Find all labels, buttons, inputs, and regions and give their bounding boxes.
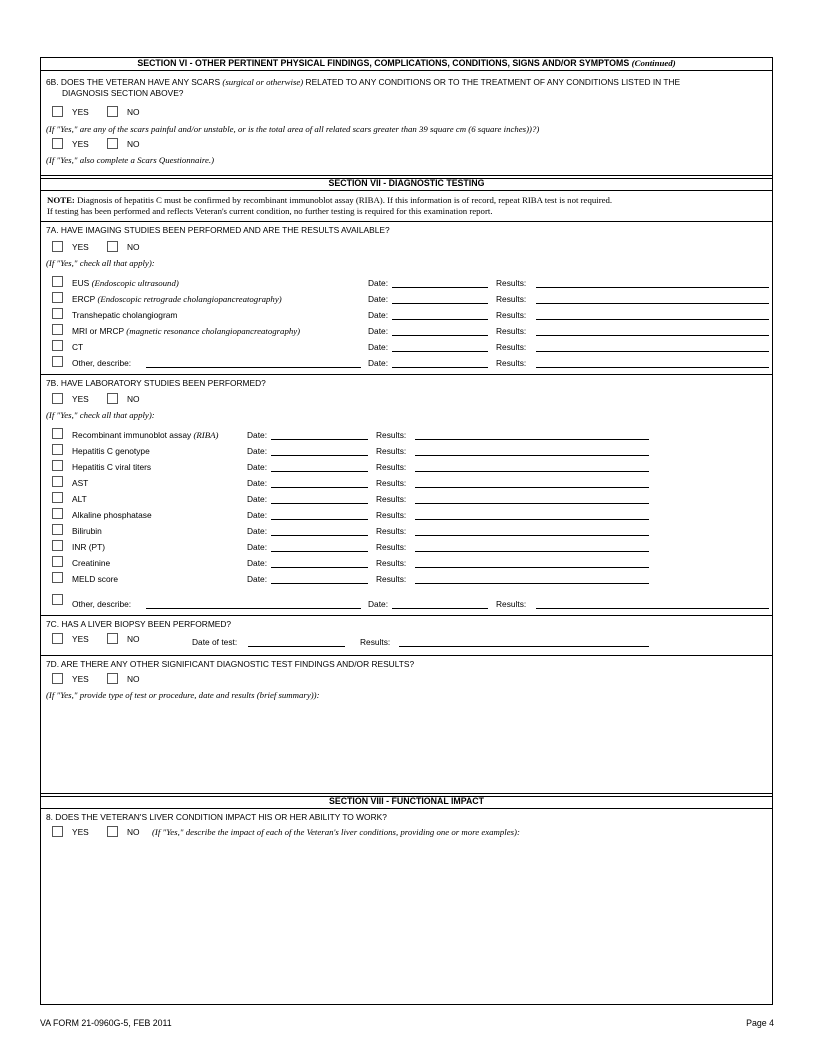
section-8-header: SECTION VIII - FUNCTIONAL IMPACT [41, 796, 772, 809]
lab-label [72, 430, 218, 440]
section-6-title: SECTION VI - OTHER PERTINENT PHYSICAL FINDINGS, COMPLICATIONS, CONDITIONS, SIGNS AND/OR SYMPTOMS [137, 58, 630, 68]
q7a-instruction: (If "Yes," check all that apply): [46, 258, 155, 268]
lab-results-field[interactable] [415, 519, 649, 520]
lab-label [72, 462, 151, 472]
note-line-1 [47, 195, 766, 206]
lab-date-field[interactable] [271, 455, 368, 456]
imaging-checkbox[interactable] [52, 324, 63, 335]
lab-results-label: Results: [376, 430, 407, 440]
q7b-yes-label: YES [72, 394, 89, 404]
lab-date-label: Date: [247, 446, 268, 456]
lab-label-text: MELD score [72, 574, 119, 584]
q7a-no-label: NO [127, 242, 140, 252]
lab-other-checkbox[interactable] [52, 594, 63, 605]
imaging-label-text: CT [72, 342, 84, 352]
section-6-title-suffix: (Continued) [631, 58, 676, 68]
lab-other-date-field[interactable] [392, 608, 488, 609]
lab-date-field[interactable] [271, 519, 368, 520]
q6b-yes-checkbox[interactable] [52, 106, 63, 117]
imaging-results-label: Results: [496, 294, 527, 304]
q7c-yes-label: YES [72, 634, 89, 644]
imaging-date-label: Date: [368, 294, 389, 304]
lab-date-label: Date: [247, 558, 268, 568]
imaging-label-text: Transhepatic cholangiogram [72, 310, 178, 320]
q6b-text-c: RELATED TO ANY CONDITIONS OR TO THE TREATMENT OF ANY CONDITIONS LISTED IN THE [305, 77, 681, 87]
lab-results-field[interactable] [415, 567, 649, 568]
q6b-scars-yes-label: YES [72, 139, 89, 149]
lab-results-label: Results: [376, 542, 407, 552]
imaging-date-field[interactable] [392, 335, 488, 336]
imaging-checkbox[interactable] [52, 340, 63, 351]
lab-date-field[interactable] [271, 551, 368, 552]
lab-other-results-field[interactable] [536, 608, 769, 609]
lab-label-text: Recombinant immunoblot assay [72, 430, 192, 440]
imaging-label-text: MRI or MRCP [72, 326, 124, 336]
imaging-results-label: Results: [496, 310, 527, 320]
lab-checkbox[interactable] [52, 556, 63, 567]
imaging-label-text: ERCP [72, 294, 96, 304]
q7b-no-label: NO [127, 394, 140, 404]
q7d-question: 7D. ARE THERE ANY OTHER SIGNIFICANT DIAGNOSTIC TEST FINDINGS AND/OR RESULTS? [46, 659, 415, 669]
lab-other-results-label: Results: [496, 599, 527, 609]
lab-label-text: Creatinine [72, 558, 111, 568]
imaging-label [72, 294, 282, 304]
q8-yes-checkbox[interactable] [52, 826, 63, 837]
lab-date-field[interactable] [271, 567, 368, 568]
q6b-text-b: (surgical or otherwise) [222, 77, 304, 87]
lab-date-label: Date: [247, 542, 268, 552]
imaging-date-label: Date: [368, 358, 389, 368]
lab-results-field[interactable] [415, 471, 649, 472]
lab-checkbox[interactable] [52, 428, 63, 439]
q7d-response-area[interactable] [46, 703, 766, 791]
q6b-line2: DIAGNOSIS SECTION ABOVE? [62, 88, 184, 98]
imaging-label [72, 278, 179, 288]
q7c-results-label: Results: [360, 637, 391, 647]
q6b-scars-no-checkbox[interactable] [107, 138, 118, 149]
q7c-date-label: Date of test: [192, 637, 238, 647]
q6b-yes-label: YES [72, 107, 89, 117]
lab-label [72, 542, 105, 552]
form-page [40, 57, 773, 1005]
lab-label [72, 510, 152, 520]
lab-date-label: Date: [247, 510, 268, 520]
lab-checkbox[interactable] [52, 508, 63, 519]
imaging-date-label: Date: [368, 310, 389, 320]
lab-checkbox[interactable] [52, 524, 63, 535]
q7c-no-checkbox[interactable] [107, 633, 118, 644]
q7c-results-field[interactable] [399, 646, 649, 647]
imaging-checkbox[interactable] [52, 276, 63, 287]
imaging-checkbox[interactable] [52, 356, 63, 367]
lab-date-label: Date: [247, 430, 268, 440]
lab-checkbox[interactable] [52, 444, 63, 455]
divider [41, 374, 772, 375]
imaging-label-sub: (magnetic resonance cholangiopancreatography) [126, 326, 301, 336]
q7d-yes-checkbox[interactable] [52, 673, 63, 684]
imaging-label [72, 310, 177, 320]
lab-label-text: INR (PT) [72, 542, 106, 552]
q8-no-checkbox[interactable] [107, 826, 118, 837]
lab-label-text: AST [72, 478, 89, 488]
q7b-yes-checkbox[interactable] [52, 393, 63, 404]
q7d-instruction: (If "Yes," provide type of test or procedure, date and results (brief summary)): [46, 690, 320, 700]
imaging-results-label: Results: [496, 326, 527, 336]
lab-label [72, 526, 102, 536]
section-6-header [41, 58, 772, 71]
q8-instruction: (If "Yes," describe the impact of each of the Veteran's liver conditions, providing one or more examples): [152, 827, 520, 837]
q6b-instruction-1: (If "Yes," are any of the scars painful and/or unstable, or is the total area of all related scars greater than 39 square cm (6 square inches))?) [46, 124, 540, 134]
q7d-no-checkbox[interactable] [107, 673, 118, 684]
imaging-checkbox[interactable] [52, 308, 63, 319]
lab-checkbox[interactable] [52, 540, 63, 551]
imaging-label [72, 358, 131, 368]
divider [41, 615, 772, 616]
q7d-yes-label: YES [72, 674, 89, 684]
imaging-results-label: Results: [496, 358, 527, 368]
lab-results-field[interactable] [415, 487, 649, 488]
lab-date-label: Date: [247, 478, 268, 488]
q7a-yes-label: YES [72, 242, 89, 252]
q6b-scars-yes-checkbox[interactable] [52, 138, 63, 149]
lab-date-field[interactable] [271, 471, 368, 472]
lab-results-label: Results: [376, 526, 407, 536]
lab-other-describe-field[interactable] [146, 608, 361, 609]
lab-other-label: Other, describe: [72, 599, 132, 609]
lab-results-label: Results: [376, 510, 407, 520]
lab-results-field[interactable] [415, 455, 649, 456]
q7a-no-checkbox[interactable] [107, 241, 118, 252]
lab-date-label: Date: [247, 494, 268, 504]
lab-other-date-label: Date: [368, 599, 389, 609]
imaging-other-describe-field[interactable] [146, 367, 361, 368]
imaging-results-field[interactable] [536, 303, 769, 304]
lab-date-field[interactable] [271, 535, 368, 536]
lab-results-label: Results: [376, 462, 407, 472]
imaging-label-text: EUS [72, 278, 90, 288]
lab-checkbox[interactable] [52, 476, 63, 487]
lab-results-field[interactable] [415, 583, 649, 584]
lab-label-text: Alkaline phosphatase [72, 510, 152, 520]
imaging-label [72, 342, 83, 352]
q8-no-label: NO [127, 827, 140, 837]
imaging-date-field[interactable] [392, 319, 488, 320]
divider [41, 221, 772, 222]
lab-date-label: Date: [247, 526, 268, 536]
lab-label [72, 446, 150, 456]
q6b-line1 [46, 77, 680, 87]
lab-results-label: Results: [376, 478, 407, 488]
imaging-checkbox[interactable] [52, 292, 63, 303]
lab-results-label: Results: [376, 494, 407, 504]
lab-date-field[interactable] [271, 439, 368, 440]
q7c-question: 7C. HAS A LIVER BIOPSY BEEN PERFORMED? [46, 619, 232, 629]
lab-results-field[interactable] [415, 535, 649, 536]
q7c-no-label: NO [127, 634, 140, 644]
imaging-date-field[interactable] [392, 287, 488, 288]
section-7-header: SECTION VII - DIAGNOSTIC TESTING [41, 178, 772, 191]
lab-date-field[interactable] [271, 503, 368, 504]
lab-results-field[interactable] [415, 439, 649, 440]
q7c-yes-checkbox[interactable] [52, 633, 63, 644]
lab-checkbox[interactable] [52, 572, 63, 583]
page-number: Page 4 [746, 1018, 774, 1028]
lab-label-text: Hepatitis C viral titers [72, 462, 152, 472]
imaging-label [72, 326, 300, 336]
lab-date-label: Date: [247, 462, 268, 472]
q7c-date-field[interactable] [248, 646, 345, 647]
imaging-results-field[interactable] [536, 351, 769, 352]
lab-results-label: Results: [376, 558, 407, 568]
q7a-yes-checkbox[interactable] [52, 241, 63, 252]
imaging-results-label: Results: [496, 342, 527, 352]
lab-date-field[interactable] [271, 583, 368, 584]
lab-results-label: Results: [376, 574, 407, 584]
q8-question: 8. DOES THE VETERAN'S LIVER CONDITION IMPACT HIS OR HER ABILITY TO WORK? [46, 812, 387, 822]
imaging-date-field[interactable] [392, 303, 488, 304]
imaging-results-field[interactable] [536, 367, 769, 368]
lab-label-text: ALT [72, 494, 87, 504]
lab-label [72, 494, 87, 504]
lab-date-label: Date: [247, 574, 268, 584]
q6b-no-checkbox[interactable] [107, 106, 118, 117]
q6b-scars-no-label: NO [127, 139, 140, 149]
q6b-text-a: 6B. DOES THE VETERAN HAVE ANY SCARS [46, 77, 221, 87]
q6b-no-label: NO [127, 107, 140, 117]
lab-label [72, 558, 110, 568]
q8-yes-label: YES [72, 827, 89, 837]
lab-results-field[interactable] [415, 551, 649, 552]
q7a-question: 7A. HAVE IMAGING STUDIES BEEN PERFORMED AND ARE THE RESULTS AVAILABLE? [46, 225, 390, 235]
q8-response-area[interactable] [46, 843, 766, 998]
imaging-date-field[interactable] [392, 351, 488, 352]
imaging-label-sub: (Endoscopic ultrasound) [91, 278, 179, 288]
imaging-label-text: Other, describe: [72, 358, 132, 368]
imaging-date-label: Date: [368, 326, 389, 336]
imaging-results-label: Results: [496, 278, 527, 288]
lab-label-text: Hepatitis C genotype [72, 446, 150, 456]
imaging-label-sub: (Endoscopic retrograde cholangiopancreatography) [97, 294, 282, 304]
imaging-date-label: Date: [368, 278, 389, 288]
lab-results-field[interactable] [415, 503, 649, 504]
note-line-2: If testing has been performed and reflects Veteran's current condition, no further testing is required for this examination report. [47, 206, 493, 216]
lab-label [72, 574, 118, 584]
lab-checkbox[interactable] [52, 492, 63, 503]
lab-label-sub: (RIBA) [193, 430, 219, 440]
imaging-date-field[interactable] [392, 367, 488, 368]
imaging-results-field[interactable] [536, 287, 769, 288]
imaging-results-field[interactable] [536, 319, 769, 320]
imaging-results-field[interactable] [536, 335, 769, 336]
note-label: NOTE: [47, 195, 75, 205]
form-id: VA FORM 21-0960G-5, FEB 2011 [40, 1018, 172, 1028]
q7b-instruction: (If "Yes," check all that apply): [46, 410, 155, 420]
lab-label [72, 478, 88, 488]
lab-date-field[interactable] [271, 487, 368, 488]
divider [41, 655, 772, 656]
imaging-date-label: Date: [368, 342, 389, 352]
q7b-question: 7B. HAVE LABORATORY STUDIES BEEN PERFORMED? [46, 378, 266, 388]
q7b-no-checkbox[interactable] [107, 393, 118, 404]
note-text-1: Diagnosis of hepatitis C must be confirmed by recombinant immunoblot assay (RIBA). If this information is of record, repeat RIBA test is not required. [77, 195, 613, 205]
q6b-instruction-2: (If "Yes," also complete a Scars Questionnaire.) [46, 155, 214, 165]
lab-checkbox[interactable] [52, 460, 63, 471]
q7d-no-label: NO [127, 674, 140, 684]
lab-label-text: Bilirubin [72, 526, 102, 536]
lab-results-label: Results: [376, 446, 407, 456]
